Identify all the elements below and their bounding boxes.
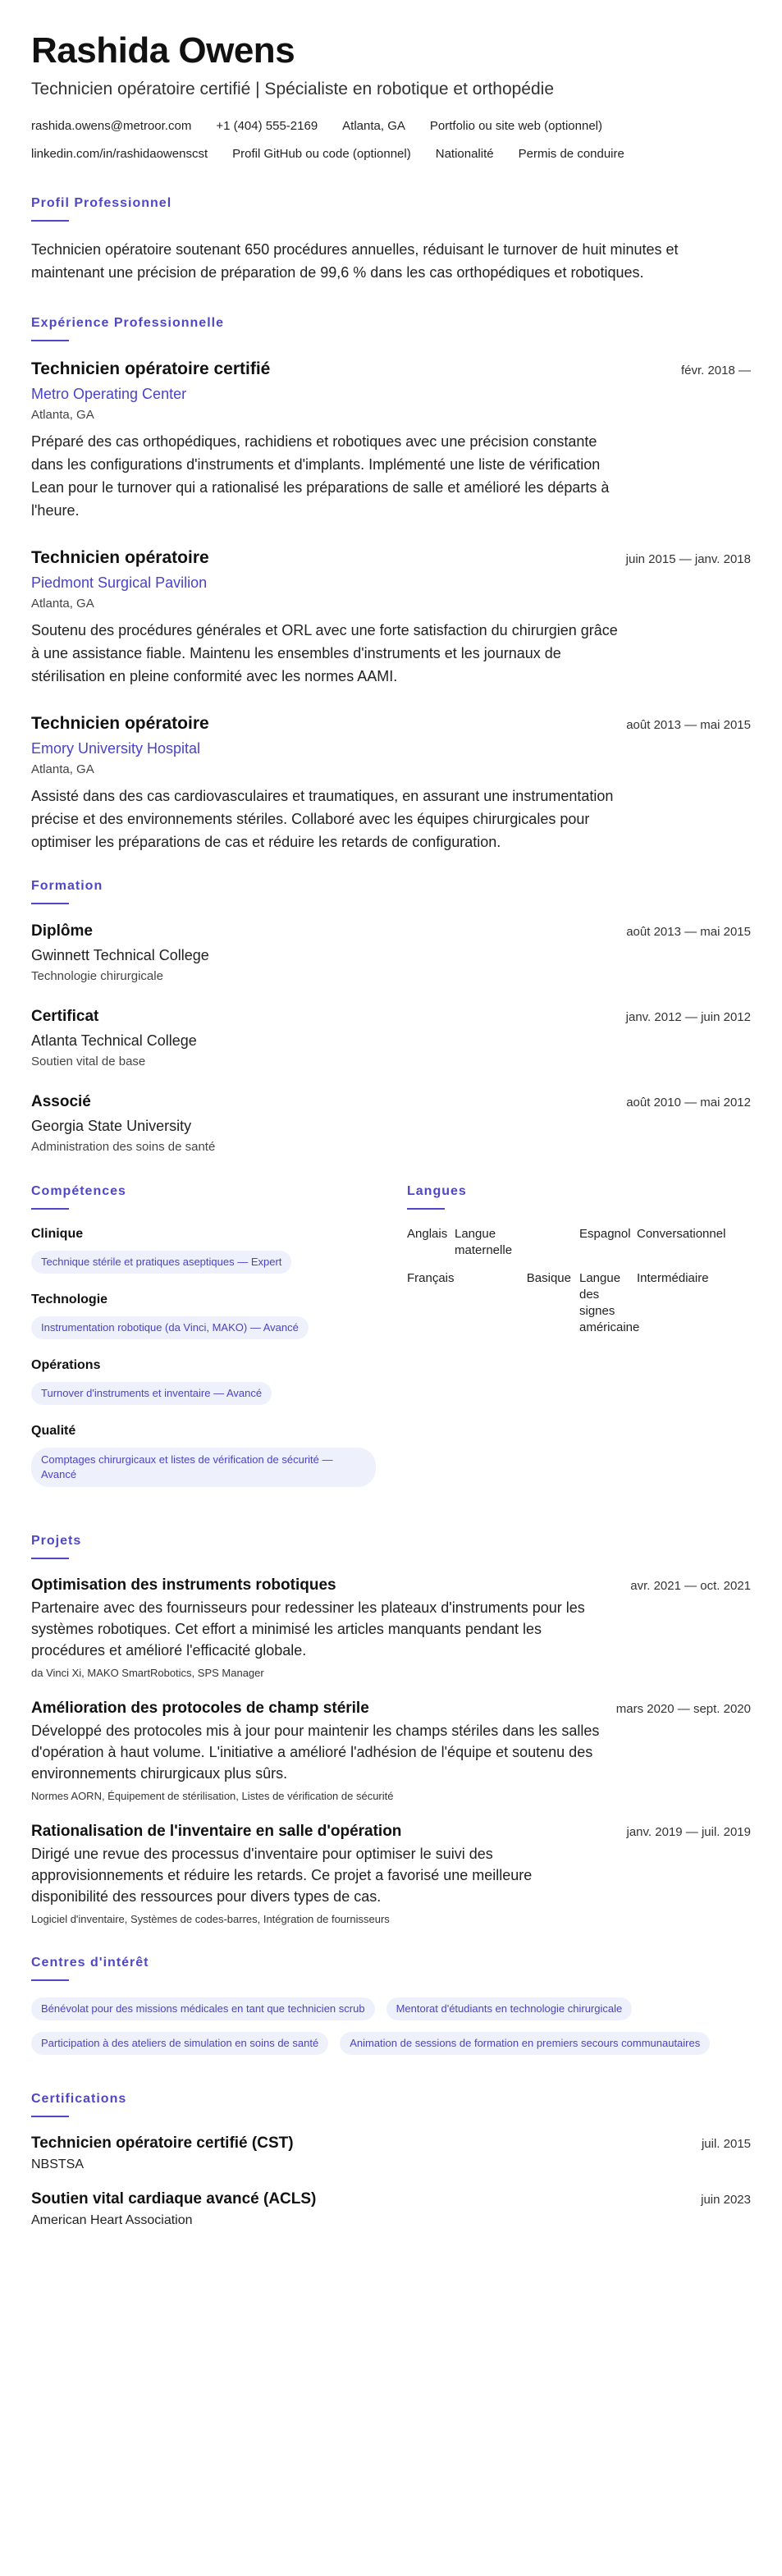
- section-divider: [31, 1979, 69, 1981]
- section-divider: [31, 340, 69, 341]
- interest-tag: Mentorat d'étudiants en technologie chirurgicale: [386, 1997, 633, 2020]
- certification-date: juil. 2015: [701, 2137, 751, 2151]
- skill-category: Qualité: [31, 1424, 76, 1438]
- project-date: janv. 2019 — juil. 2019: [626, 1825, 751, 1839]
- languages-grid: [407, 1226, 751, 1336]
- skill-group: [31, 1292, 407, 1339]
- section-divider: [31, 220, 69, 222]
- education-degree: Associé: [31, 1093, 91, 1110]
- job-date: févr. 2018 —: [680, 364, 751, 377]
- skill-tag: Comptages chirurgicaux et listes de vérification de sécurité — Avancé: [31, 1448, 376, 1487]
- project-technologies: Normes AORN, Équipement de stérilisation, Listes de vérification de sécurité: [31, 1790, 394, 1802]
- skills-section: [31, 1183, 407, 1505]
- interest-tag: Animation de sessions de formation en premiers secours communautaires: [340, 2032, 710, 2055]
- project-technologies: Logiciel d'inventaire, Systèmes de codes-barres, Intégration de fournisseurs: [31, 1913, 390, 1925]
- education-school: Atlanta Technical College: [31, 1032, 197, 1049]
- section-title: Profil Professionnel: [31, 196, 172, 210]
- project-description: Partenaire avec des fournisseurs pour redessiner les plateaux d'instruments pour les systèmes robotiques. Cet effort a minimisé les articles manquants pendant les procédures et amélioré l'efficacité globale.: [31, 1599, 585, 1659]
- job-date: juin 2015 — janv. 2018: [625, 552, 751, 566]
- job-title: Technicien opératoire certifié: [31, 359, 271, 378]
- education-date: août 2013 — mai 2015: [626, 925, 751, 939]
- contact-portfolio[interactable]: Portfolio ou site web (optionnel): [429, 119, 603, 133]
- certification-date: juin 2023: [701, 2193, 751, 2207]
- resume-header: [31, 30, 751, 174]
- job-company[interactable]: Piedmont Surgical Pavilion: [31, 574, 208, 591]
- project-description: Dirigé une revue des processus d'inventaire pour optimiser le suivi des approvisionnements et réduire les retards. Ce projet a favorisé une meilleure disponibilité des ressources pour divers types de cas.: [31, 1846, 533, 1905]
- section-title: Expérience Professionnelle: [31, 316, 224, 330]
- project-entry: [31, 1699, 751, 1804]
- languages-section: [407, 1183, 751, 1505]
- project-title: Optimisation des instruments robotiques: [31, 1576, 336, 1594]
- job-entry: [31, 547, 751, 688]
- education-field: Technologie chirurgicale: [31, 969, 163, 983]
- section-title: Centres d'intérêt: [31, 1956, 149, 1970]
- skill-category: Technologie: [31, 1293, 108, 1306]
- project-date: avr. 2021 — oct. 2021: [630, 1579, 751, 1593]
- contact-email[interactable]: rashida.owens@metroor.com: [31, 119, 192, 133]
- profile-section: [31, 195, 751, 284]
- projects-section: [31, 1533, 751, 1927]
- section-title: Formation: [31, 879, 103, 893]
- certifications-section: [31, 2091, 751, 2229]
- project-date: mars 2020 — sept. 2020: [615, 1702, 751, 1716]
- certification-issuer: NBSTSA: [31, 2157, 85, 2171]
- language-level: Conversationnel: [637, 1227, 726, 1241]
- language-name: Anglais: [407, 1227, 448, 1241]
- project-technologies: da Vinci Xi, MAKO SmartRobotics, SPS Manager: [31, 1667, 264, 1679]
- contact-license: Permis de conduire: [518, 147, 624, 161]
- contact-nationality: Nationalité: [435, 147, 494, 161]
- skill-category: Clinique: [31, 1227, 84, 1241]
- job-title: Technicien opératoire: [31, 714, 209, 733]
- job-description: Assisté dans des cas cardiovasculaires et traumatiques, en assurant une instrumentation précise et des environnements stériles. Collaboré avec les équipes chirurgicales pour optimiser les préparations de cas et réduire les retards de configuration.: [31, 788, 614, 850]
- language-name: Espagnol: [579, 1227, 631, 1241]
- interests-section: [31, 1955, 751, 2066]
- section-title: Compétences: [31, 1184, 126, 1198]
- candidate-name: Rashida Owens: [31, 30, 295, 71]
- education-date: janv. 2012 — juin 2012: [625, 1010, 751, 1024]
- certification-name: Soutien vital cardiaque avancé (ACLS): [31, 2190, 317, 2208]
- skill-group: [31, 1357, 407, 1405]
- language-name: Langue des signes américaine: [579, 1271, 640, 1334]
- skills-languages-row: [31, 1183, 751, 1505]
- language-level: Langue maternelle: [455, 1227, 513, 1257]
- section-divider: [31, 1558, 69, 1559]
- contact-location: Atlanta, GA: [342, 119, 405, 133]
- education-degree: Certificat: [31, 1008, 99, 1025]
- education-date: août 2010 — mai 2012: [626, 1096, 751, 1110]
- contact-list: [31, 118, 751, 174]
- interest-tag: Bénévolat pour des missions médicales en tant que technicien scrub: [31, 1997, 375, 2020]
- skill-tag: Instrumentation robotique (da Vinci, MAKO) — Avancé: [31, 1316, 309, 1339]
- section-title: Langues: [407, 1184, 467, 1198]
- certification-entry: [31, 2189, 751, 2229]
- job-location: Atlanta, GA: [31, 762, 94, 776]
- project-title: Amélioration des protocoles de champ stérile: [31, 1700, 369, 1717]
- section-title: Certifications: [31, 2092, 127, 2106]
- job-description: Soutenu des procédures générales et ORL avec une forte satisfaction du chirurgien grâce à une assistance fiable. Maintenu les ensembles d'instruments et les journaux de stérilisation en pleine conformité avec les normes AAMI.: [31, 622, 618, 684]
- project-entry: [31, 1822, 751, 1927]
- job-description: Préparé des cas orthopédiques, rachidiens et robotiques avec une précision constante dans les configurations d'instruments et d'implants. Implémenté une liste de vérification Lean pour le turnover qui a rationalisé les préparations de salle et amélioré les départs à l'heure.: [31, 433, 610, 519]
- job-date: août 2013 — mai 2015: [626, 718, 751, 732]
- certification-issuer: American Heart Association: [31, 2213, 193, 2227]
- education-entry: [31, 1006, 751, 1070]
- education-school: Georgia State University: [31, 1118, 192, 1134]
- certification-entry: [31, 2134, 751, 2173]
- job-title: Technicien opératoire: [31, 548, 209, 567]
- interests-list: [31, 1997, 751, 2066]
- experience-section: [31, 315, 751, 853]
- contact-phone[interactable]: +1 (404) 555-2169: [216, 119, 318, 133]
- skill-group: [31, 1226, 407, 1274]
- education-school: Gwinnett Technical College: [31, 947, 209, 963]
- education-field: Administration des soins de santé: [31, 1140, 216, 1154]
- contact-github[interactable]: Profil GitHub ou code (optionnel): [232, 147, 411, 161]
- education-section: [31, 878, 751, 1155]
- candidate-headline: Technicien opératoire certifié | Spécialiste en robotique et orthopédie: [31, 80, 555, 98]
- job-entry: [31, 712, 751, 853]
- job-company[interactable]: Emory University Hospital: [31, 740, 201, 757]
- language-level: Intermédiaire: [637, 1271, 709, 1285]
- project-title: Rationalisation de l'inventaire en salle d'opération: [31, 1823, 402, 1840]
- contact-linkedin[interactable]: linkedin.com/in/rashidaowenscst: [31, 147, 208, 161]
- job-location: Atlanta, GA: [31, 597, 94, 611]
- interest-tag: Participation à des ateliers de simulation en soins de santé: [31, 2032, 328, 2055]
- section-divider: [31, 2116, 69, 2117]
- project-entry: [31, 1576, 751, 1681]
- skill-category: Opérations: [31, 1358, 101, 1372]
- project-description: Développé des protocoles mis à jour pour maintenir les champs stériles dans les salles d'opération à haut volume. L'initiative a amélioré l'adhésion de l'équipe et soutenu des environnements chirurgicaux plus sûrs.: [31, 1723, 600, 1782]
- language-name: Français: [407, 1271, 455, 1285]
- skill-tag: Technique stérile et pratiques aseptiques — Expert: [31, 1251, 291, 1274]
- job-entry: [31, 358, 751, 522]
- education-entry: [31, 921, 751, 985]
- language-level: Basique: [526, 1271, 571, 1285]
- job-company[interactable]: Metro Operating Center: [31, 386, 187, 402]
- profile-summary: Technicien opératoire soutenant 650 procédures annuelles, réduisant le turnover de huit minutes et maintenant une précision de préparation de 99,6 % dans les cas orthopédiques et robotiques.: [31, 241, 679, 281]
- education-entry: [31, 1091, 751, 1155]
- section-divider: [31, 1208, 69, 1210]
- section-title: Projets: [31, 1534, 82, 1548]
- skill-tag: Turnover d'instruments et inventaire — Avancé: [31, 1382, 272, 1405]
- education-degree: Diplôme: [31, 922, 93, 940]
- job-location: Atlanta, GA: [31, 408, 94, 422]
- section-divider: [407, 1208, 445, 1210]
- certification-name: Technicien opératoire certifié (CST): [31, 2134, 294, 2152]
- skill-group: [31, 1423, 407, 1487]
- section-divider: [31, 903, 69, 904]
- education-field: Soutien vital de base: [31, 1055, 146, 1068]
